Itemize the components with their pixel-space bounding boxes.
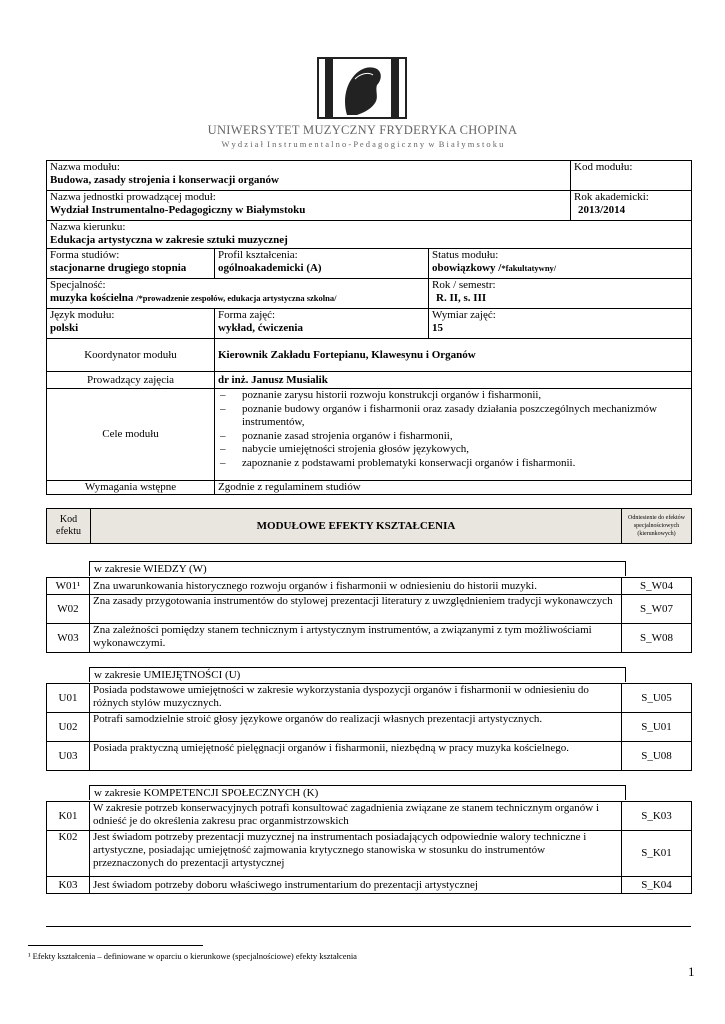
knowledge-section-title: w zakresie WIEDZY (W) — [89, 561, 626, 576]
faculty-name: W y d z i a ł I n s t r u m e n t a l n o - P e d a g o g i c z n y w B i a ł y m s t o k u — [221, 139, 504, 149]
study-form-label: Forma studiów: — [50, 249, 120, 261]
hours-label: Wymiar zajęć: — [432, 309, 496, 321]
competences-table — [46, 801, 692, 894]
effect-reference: S_U01 — [622, 713, 692, 742]
effect-reference: S_W08 — [622, 624, 692, 653]
goals-label: Cele modułu — [47, 389, 215, 481]
effects-reference-header: Odniesienie do efektów specjalnościowych (kierunkowych) — [622, 509, 692, 544]
field-cell — [47, 221, 692, 249]
effect-reference: S_U05 — [622, 684, 692, 713]
status-note: *fakultatywny/ — [501, 263, 557, 273]
year-value: 2013/2014 — [578, 204, 626, 216]
language-value: polski — [50, 322, 79, 334]
effect-reference: S_K01 — [622, 831, 692, 877]
skills-table — [46, 683, 692, 771]
goal-item: – poznanie zarysu historii rozwoju konstrukcji organów i fisharmonii, — [218, 389, 688, 403]
effect-code: K01 — [47, 802, 90, 831]
class-form-cell — [215, 309, 429, 339]
effect-reference: S_W07 — [622, 595, 692, 624]
term-cell — [429, 279, 692, 309]
goal-item: – poznanie zasad strojenia organów i fisharmonii, — [218, 430, 688, 444]
effect-code: K03 — [47, 877, 90, 894]
footnote: ¹ Efekty kształcenia – definiowane w oparciu o kierunkowe (specjalnościowe) efekty kształcenia — [28, 951, 357, 961]
table-row — [47, 713, 692, 742]
effect-code: U01 — [47, 684, 90, 713]
unit-cell — [47, 191, 571, 221]
class-form-label: Forma zajęć: — [218, 309, 276, 321]
year-cell — [571, 191, 692, 221]
effect-code: U03 — [47, 742, 90, 771]
effect-text: Zna zależności pomiędzy stanem technicznym i artystycznym instrumentów, a związanymi z tym możliwościami wykonawczymi. — [90, 624, 622, 653]
effect-reference: S_K03 — [622, 802, 692, 831]
profile-label: Profil kształcenia: — [218, 249, 298, 261]
term-value: R. II, s. III — [436, 292, 487, 304]
unit-value: Wydział Instrumentalno-Pedagogiczny w Białymstoku — [50, 204, 306, 216]
effect-code-header: Kod efektu — [47, 509, 91, 544]
coordinator-value: Kierownik Zakładu Fortepianu, Klawesynu i Organów — [215, 339, 692, 372]
status-cell — [429, 249, 692, 279]
module-name-value: Budowa, zasady strojenia i konserwacji organów — [50, 174, 279, 186]
year-label: Rok akademicki: — [574, 191, 649, 203]
effects-title: MODUŁOWE EFEKTY KSZTAŁCENIA — [91, 509, 622, 544]
unit-label: Nazwa jednostki prowadzącej moduł: — [50, 191, 216, 203]
hours-cell — [429, 309, 692, 339]
profile-value: ogólnoakademicki (A) — [218, 262, 322, 274]
section-divider — [46, 926, 691, 927]
university-name: UNIWERSYTET MUZYCZNY FRYDERYKA CHOPINA — [207, 123, 518, 137]
effect-text: Jest świadom potrzeby prezentacji muzycznej na instrumentach posiadających odpowiednie walory techniczne i artystyczne, posiadając umiejętność zajmowania krytycznego stanowiska w stosunku do instrumentów przeznaczonych do prezentacji artystycznej — [90, 831, 622, 877]
table-row — [47, 742, 692, 771]
language-cell — [47, 309, 215, 339]
class-form-value: wykład, ćwiczenia — [218, 322, 303, 334]
table-row — [47, 578, 692, 595]
teacher-value: dr inż. Janusz Musialik — [215, 372, 692, 389]
module-info-table — [46, 160, 692, 495]
effect-text: Posiada praktyczną umiejętność pielęgnacji organów i fisharmonii, niezbędną w pracy muzyka kościelnego. — [90, 742, 622, 771]
effect-code: W01¹ — [47, 578, 90, 595]
effect-text: Potrafi samodzielnie stroić głosy językowe organów do realizacji własnych prezentacji artystycznych. — [90, 713, 622, 742]
specialty-label: Specjalność: — [50, 279, 106, 291]
module-name-label: Nazwa modułu: — [50, 161, 120, 173]
field-label: Nazwa kierunku: — [50, 221, 126, 233]
teacher-label: Prowadzący zajęcia — [47, 372, 215, 389]
effect-text: W zakresie potrzeb konserwacyjnych potrafi konsultować zagadnienia związane ze stanem technicznym organów i odnieść je do określenia zakresu prac organmistrzowskich — [90, 802, 622, 831]
page-number: 1 — [688, 964, 695, 979]
effect-reference: S_W04 — [622, 578, 692, 595]
table-row — [47, 802, 692, 831]
field-value: Edukacja artystyczna w zakresie sztuki muzycznej — [50, 234, 288, 246]
goal-item: – zapoznanie z podstawami problematyki konserwacji organów i fisharmonii. — [218, 457, 688, 471]
module-name-cell — [47, 161, 571, 191]
skills-section-title: w zakresie UMIEJĘTNOŚCI (U) — [89, 667, 626, 682]
study-form-value: stacjonarne drugiego stopnia — [50, 262, 187, 274]
goal-item: – poznanie budowy organów i fisharmonii oraz zasady działania poszczególnych mechanizmów instrumentów, — [218, 403, 688, 430]
effect-text: Jest świadom potrzeby doboru właściwego instrumentarium do prezentacji artystycznej — [90, 877, 622, 894]
goals-list — [218, 389, 688, 470]
effect-code: W03 — [47, 624, 90, 653]
module-code-label: Kod modułu: — [574, 161, 633, 173]
specialty-cell — [47, 279, 429, 309]
effects-header-table — [46, 508, 692, 544]
university-logo — [317, 57, 407, 119]
effect-code: W02 — [47, 595, 90, 624]
specialty-note: /*prowadzenie zespołów, edukacja artystyczna szkolna/ — [136, 293, 337, 303]
effect-text: Zna uwarunkowania historycznego rozwoju organów i fisharmonii w odniesieniu do historii muzyki. — [90, 578, 622, 595]
specialty-value: muzyka kościelna — [50, 292, 134, 304]
table-row — [47, 595, 692, 624]
goals-cell — [215, 389, 692, 481]
competences-section-title: w zakresie KOMPETENCJI SPOŁECZNYCH (K) — [89, 785, 626, 800]
profile-cell — [215, 249, 429, 279]
term-label: Rok / semestr: — [432, 279, 496, 291]
effect-reference: S_K04 — [622, 877, 692, 894]
requirements-value: Zgodnie z regulaminem studiów — [215, 481, 692, 495]
study-form-cell — [47, 249, 215, 279]
coordinator-label: Koordynator modułu — [47, 339, 215, 372]
effect-text: Zna zasady przygotowania instrumentów do stylowej prezentacji literatury z uwzględnieniem tradycji wykonawczych — [90, 595, 622, 624]
knowledge-table — [46, 577, 692, 653]
effect-code: U02 — [47, 713, 90, 742]
footnote-divider — [28, 945, 203, 946]
status-label: Status modułu: — [432, 249, 499, 261]
table-row — [47, 624, 692, 653]
module-code-cell — [571, 161, 692, 191]
effect-reference: S_U08 — [622, 742, 692, 771]
table-row — [47, 877, 692, 894]
table-row — [47, 684, 692, 713]
requirements-label: Wymagania wstępne — [47, 481, 215, 495]
effect-code: K02 — [47, 831, 90, 877]
table-row — [47, 831, 692, 877]
goal-item: – nabycie umiejętności strojenia głosów językowych, — [218, 443, 688, 457]
status-value: obowiązkowy / — [432, 262, 502, 274]
effect-text: Posiada podstawowe umiejętności w zakresie wykorzystania dyspozycji organów i fisharmonii w odniesieniu do różnych stylów muzycznych. — [90, 684, 622, 713]
hours-value: 15 — [432, 322, 443, 334]
language-label: Język modułu: — [50, 309, 115, 321]
